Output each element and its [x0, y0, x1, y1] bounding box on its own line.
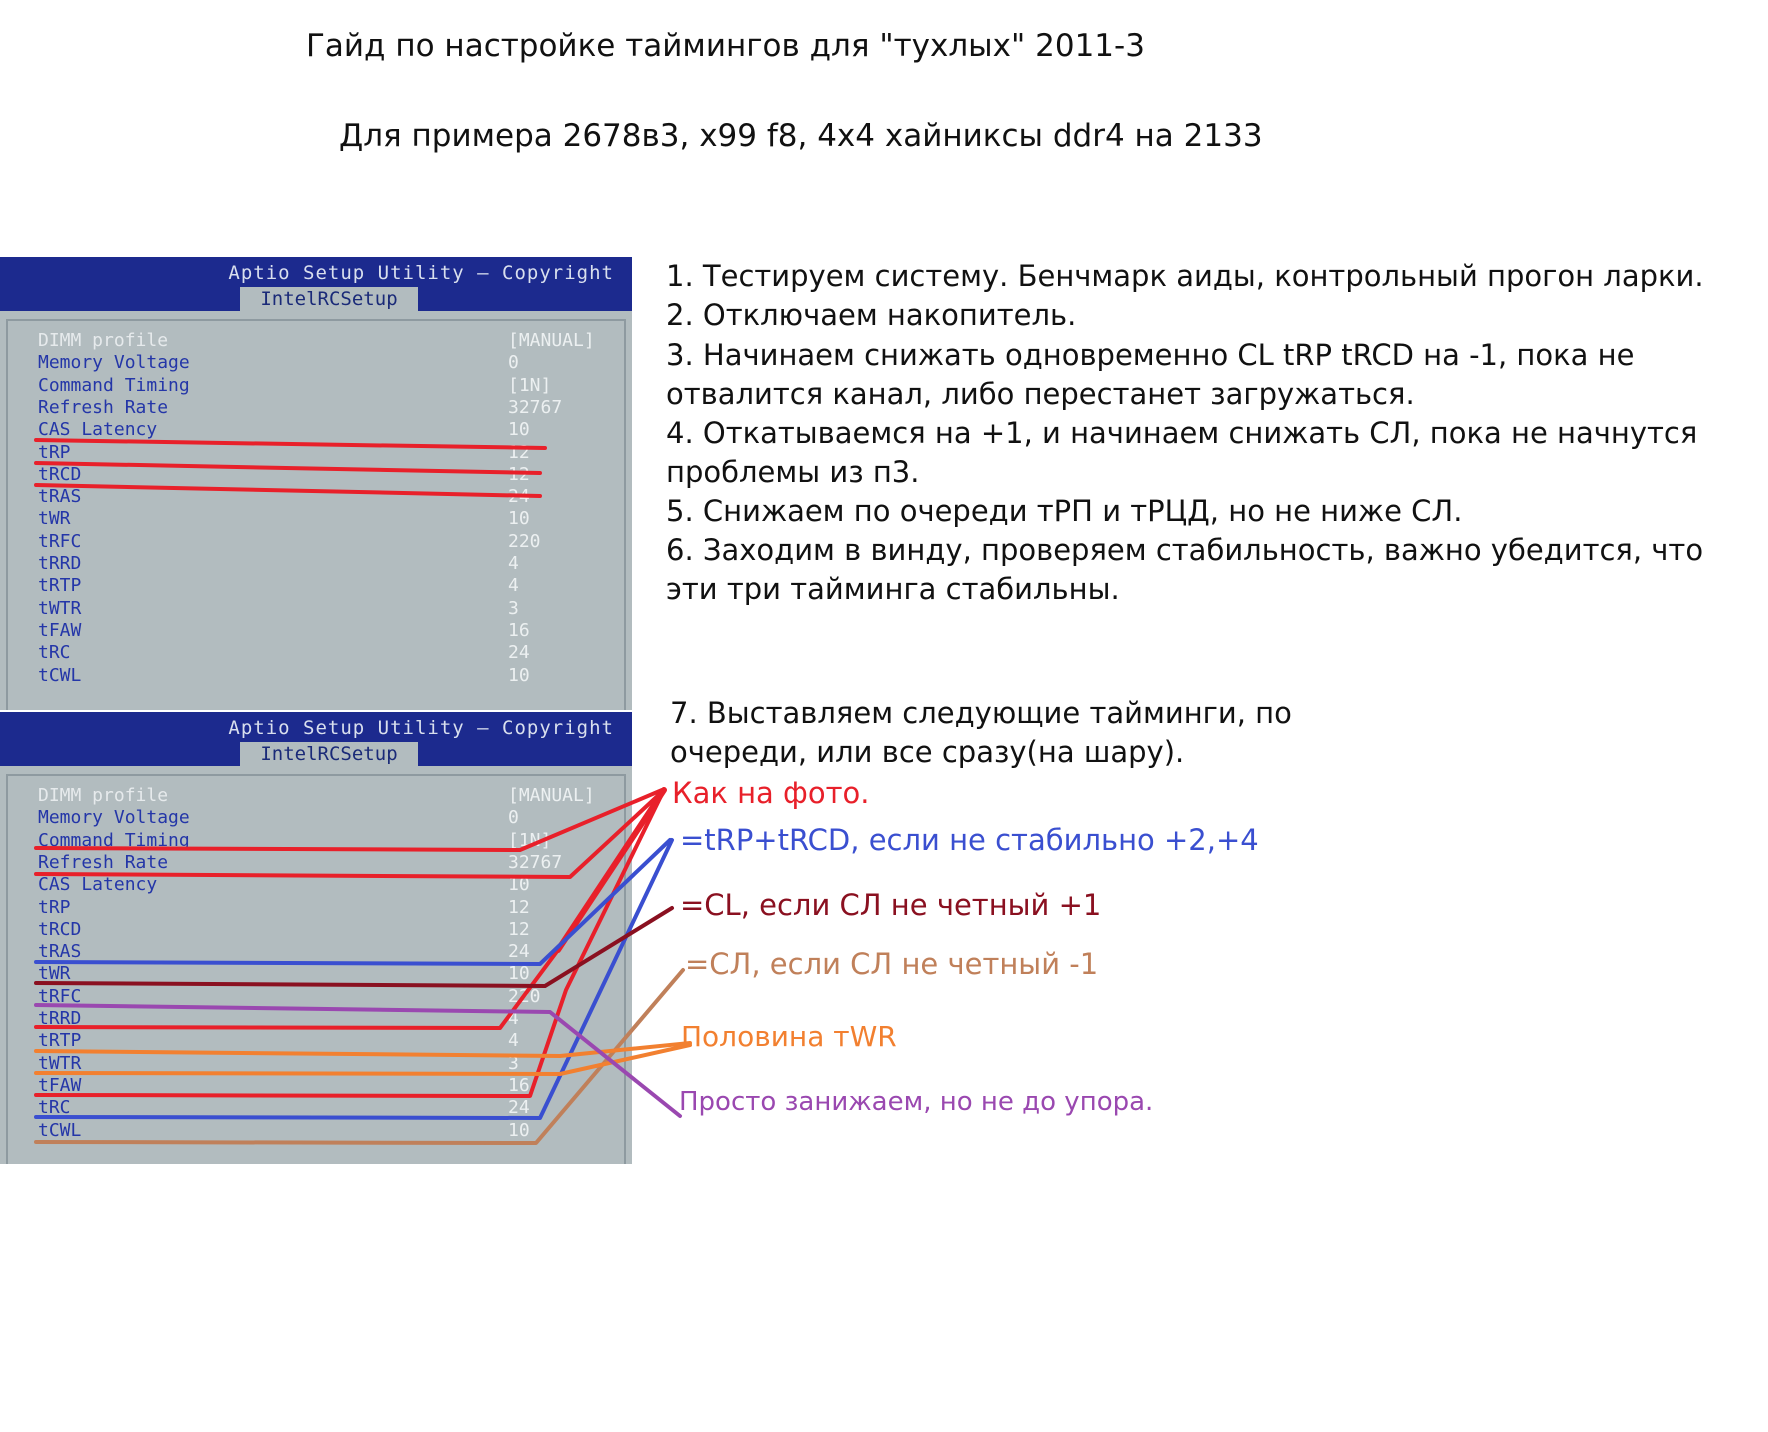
- page-subtitle: Для примера 2678в3, x99 f8, 4x4 хайниксы ddr4 на 2133: [339, 118, 1263, 154]
- bios-row-value: [1N]: [508, 829, 552, 851]
- bios-row-label: CAS Latency: [38, 419, 158, 441]
- bios-row-label: Memory Voltage: [38, 807, 190, 829]
- legend-cl-minus: =СЛ, если СЛ не четный -1: [685, 947, 1099, 981]
- bios-title-bar: [0, 712, 632, 766]
- bios-settings-panel: [6, 774, 626, 1164]
- bios-row[interactable]: [8, 442, 624, 464]
- bios-row-value: [MANUAL]: [508, 785, 595, 806]
- bios-screenshot-bottom: [0, 712, 632, 1164]
- step-2: 2. Отключаем накопитель.: [666, 298, 1077, 332]
- bios-row[interactable]: [8, 1030, 624, 1052]
- bios-row-label: tCWL: [38, 664, 82, 686]
- step-7: 7. Выставляем следующие тайминги, по: [670, 696, 1292, 730]
- bios-row[interactable]: [8, 1097, 624, 1119]
- bios-row-label: tRCD: [38, 463, 82, 485]
- bios-row-value: 0: [508, 807, 519, 829]
- bios-row[interactable]: [8, 375, 624, 397]
- bios-row-value: 12: [508, 896, 530, 918]
- bios-row-value: [1N]: [508, 374, 552, 396]
- bios-row-label: tRAS: [38, 941, 82, 963]
- bios-row-label: Refresh Rate: [38, 851, 169, 873]
- step-6: 6. Заходим в винду, проверяем стабильность, важно убедится, что: [666, 533, 1704, 567]
- bios-row-value: 10: [508, 874, 530, 896]
- bios-row-label: tWR: [38, 963, 71, 985]
- bios-row[interactable]: [8, 830, 624, 852]
- bios-row[interactable]: [8, 642, 624, 664]
- legend-lower: Просто занижаем, но не до упора.: [679, 1087, 1154, 1117]
- bios-row-label: tRRD: [38, 1008, 82, 1029]
- bios-row-value: 16: [508, 1074, 530, 1096]
- bios-row[interactable]: [8, 575, 624, 597]
- bios-row[interactable]: [8, 1075, 624, 1097]
- bios-row[interactable]: [8, 419, 624, 441]
- bios-row[interactable]: [8, 1053, 624, 1075]
- page-title: Гайд по настройке таймингов для "тухлых" 2011-3: [306, 28, 1145, 64]
- bios-settings-panel: [6, 319, 626, 710]
- bios-row-value: 0: [508, 352, 519, 374]
- bios-row-label: tCWL: [38, 1119, 82, 1141]
- bios-row-label: tRFC: [38, 985, 82, 1007]
- bios-row-label: tWR: [38, 508, 71, 530]
- bios-row-label: tRAS: [38, 486, 82, 508]
- bios-row-value: 220: [508, 985, 541, 1007]
- bios-row-value: 32767: [508, 851, 563, 873]
- bios-row-value: 3: [508, 1052, 519, 1074]
- bios-row-label: tRC: [38, 1097, 71, 1119]
- step-5: 5. Снижаем по очереди тРП и тРЦД, но не ниже СЛ.: [666, 494, 1463, 528]
- bios-row[interactable]: [8, 785, 624, 807]
- bios-row-value: 4: [508, 575, 519, 597]
- step-7-cont: очереди, или все сразу(на шару).: [670, 735, 1185, 769]
- bios-row-value: 24: [508, 486, 530, 508]
- bios-row-label: tWTR: [38, 597, 82, 619]
- bios-row-value: 3: [508, 597, 519, 619]
- bios-row[interactable]: [8, 352, 624, 374]
- bios-row[interactable]: [8, 330, 624, 352]
- bios-row-label: tRP: [38, 441, 71, 463]
- bios-row[interactable]: [8, 1008, 624, 1030]
- legend-as-photo: Как на фото.: [672, 776, 870, 810]
- step-6-cont: эти три тайминга стабильны.: [666, 572, 1120, 606]
- bios-row[interactable]: [8, 598, 624, 620]
- bios-row[interactable]: [8, 531, 624, 553]
- bios-row-value: 24: [508, 642, 530, 664]
- bios-tab: IntelRCSetup: [240, 742, 418, 766]
- bios-row[interactable]: [8, 941, 624, 963]
- step-3: 3. Начинаем снижать одновременно CL tRP tRCD на -1, пока не: [666, 338, 1635, 372]
- bios-row[interactable]: [8, 874, 624, 896]
- step-1: 1. Тестируем систему. Бенчмарк аиды, контрольный прогон ларки.: [666, 259, 1704, 293]
- bios-row-value: 32767: [508, 396, 563, 418]
- bios-row-value: 12: [508, 463, 530, 485]
- bios-row[interactable]: [8, 919, 624, 941]
- bios-row-value: 10: [508, 664, 530, 686]
- bios-row-label: tFAW: [38, 1074, 82, 1096]
- bios-row-label: tRRD: [38, 553, 82, 574]
- bios-row[interactable]: [8, 897, 624, 919]
- bios-row-label: tRTP: [38, 1030, 82, 1052]
- bios-screenshot-top: [0, 257, 632, 710]
- legend-half-twr: Половина тWR: [681, 1020, 897, 1053]
- bios-row[interactable]: [8, 486, 624, 508]
- bios-row[interactable]: [8, 986, 624, 1008]
- step-4: 4. Откатываемся на +1, и начинаем снижать СЛ, пока не начнутся: [666, 416, 1698, 450]
- bios-row-label: tWTR: [38, 1052, 82, 1074]
- bios-row[interactable]: [8, 553, 624, 575]
- bios-row-value: 24: [508, 941, 530, 963]
- bios-row-value: 4: [508, 1008, 519, 1029]
- bios-row-label: Refresh Rate: [38, 396, 169, 418]
- bios-row-label: DIMM profile: [38, 785, 169, 806]
- bios-row-value: 16: [508, 619, 530, 641]
- step-4-cont: проблемы из п3.: [666, 455, 920, 489]
- bios-row-value: 10: [508, 1119, 530, 1141]
- bios-row-label: Memory Voltage: [38, 352, 190, 374]
- bios-row-label: CAS Latency: [38, 874, 158, 896]
- legend-cl-plus: =CL, если СЛ не четный +1: [680, 888, 1102, 922]
- bios-row-label: tRFC: [38, 530, 82, 552]
- bios-row-label: tRC: [38, 642, 71, 664]
- bios-title-bar: [0, 257, 632, 311]
- bios-row-value: 12: [508, 441, 530, 463]
- bios-row-label: tRTP: [38, 575, 82, 597]
- bios-row[interactable]: [8, 397, 624, 419]
- bios-row-value: [MANUAL]: [508, 330, 595, 351]
- bios-row-label: DIMM profile: [38, 330, 169, 351]
- bios-row-value: 4: [508, 553, 519, 574]
- bios-row[interactable]: [8, 464, 624, 486]
- bios-row-label: Command Timing: [38, 374, 190, 396]
- bios-row[interactable]: [8, 508, 624, 530]
- bios-row[interactable]: [8, 1120, 624, 1142]
- bios-row[interactable]: [8, 807, 624, 829]
- bios-row-value: 10: [508, 508, 530, 530]
- bios-row-label: tRP: [38, 896, 71, 918]
- bios-row[interactable]: [8, 620, 624, 642]
- legend-trp-trcd: =tRP+tRCD, если не стабильно +2,+4: [680, 823, 1259, 857]
- bios-row-value: 220: [508, 530, 541, 552]
- bios-row-label: Command Timing: [38, 829, 190, 851]
- bios-row-value: 4: [508, 1030, 519, 1052]
- bios-row[interactable]: [8, 963, 624, 985]
- bios-row-value: 10: [508, 419, 530, 441]
- bios-row-value: 12: [508, 918, 530, 940]
- bios-tab: IntelRCSetup: [240, 287, 418, 311]
- bios-row[interactable]: [8, 852, 624, 874]
- bios-row-value: 24: [508, 1097, 530, 1119]
- bios-header: Aptio Setup Utility – Copyright: [228, 262, 614, 284]
- bios-row-value: 10: [508, 963, 530, 985]
- bios-header: Aptio Setup Utility – Copyright: [228, 717, 614, 739]
- bios-row-label: tFAW: [38, 619, 82, 641]
- bios-row[interactable]: [8, 665, 624, 687]
- step-3-cont: отвалится канал, либо перестанет загружаться.: [666, 377, 1415, 411]
- bios-row-label: tRCD: [38, 918, 82, 940]
